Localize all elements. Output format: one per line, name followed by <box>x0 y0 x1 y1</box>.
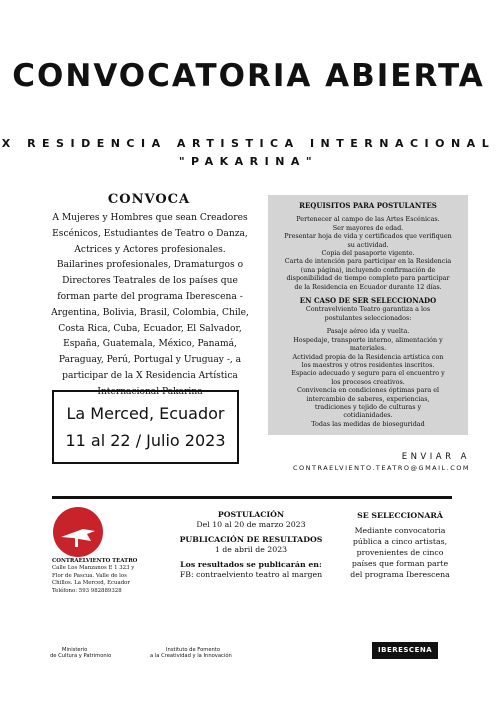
organizer-logo <box>53 507 103 557</box>
selected-item: Espacio adecuado y seguro para el encuentro y los procesos creativos. <box>291 369 445 386</box>
event-dates: 11 al 22 / Julio 2023 <box>65 431 226 450</box>
institute-line-2: a la Creatividad y la Innovación <box>150 653 232 660</box>
subtitle-line-1: X RESIDENCIA ARTISTICA INTERNACIONAL <box>1 137 496 150</box>
selected-item: Pasaje aéreo ida y vuelta. <box>326 327 410 336</box>
results-where: FB: contraelviento teatro al margen <box>179 569 323 579</box>
subtitle-line-2: "PAKARINA" <box>178 155 319 168</box>
results-date: 1 de abril de 2023 <box>214 544 288 554</box>
organizer-logo-icon <box>53 507 103 557</box>
application-heading: POSTULACIÓN <box>217 510 285 519</box>
institute-logo <box>150 647 232 660</box>
dates-info <box>170 510 332 580</box>
selected-heading: EN CASO DE SER SELECCIONADO <box>299 296 437 306</box>
send-to-label: ENVIAR A <box>401 452 470 462</box>
selected-item: Hospedaje, transporte interno, alimentación y materiales. <box>293 335 443 353</box>
selected-item: Actividad propia de la Residencia artística con los maestros y otros residentes inscritos. <box>292 352 444 369</box>
requirement-item: Ser mayores de edad. <box>332 223 404 232</box>
iberescena-logo: IBERESCENA <box>372 642 438 659</box>
event-place-box <box>52 390 239 464</box>
selected-item: Convivencia en condiciones óptimas para el intercambio de saberes, experiencias, tradiciones y tejido de culturas y cotidianidades. <box>296 386 440 420</box>
ministry-line-2: de Cultura y Patrimonio <box>50 653 112 660</box>
organizer-name: CONTRAELVIENTO TEATRO <box>52 558 138 564</box>
organizer-phone: Teléfono: 593 982889328 <box>52 587 122 594</box>
requirements-heading: REQUISITOS PARA POSTULANTES <box>299 201 437 210</box>
convoca-body: A Mujeres y Hombres que sean Creadores Escénicos, Estudiantes de Teatro o Danza, Actrices y Actores profesionales. Bailarines profesionales, Dramaturgos o Directores Teatrales de los países que forman parte del programa Iberescena - Argentina, Bolivia, Brasil, Colombia, Chile, Costa Rica, Cuba, Ecuador, El Salvador, España, Guatemala, México, Panamá, Paraguay, Perú, Portugal y Uruguay -, a participar de la X Residencia Artística Internacional Pakarina <box>51 213 249 397</box>
ministry-logo <box>50 647 111 660</box>
event-location: La Merced, Ecuador <box>66 404 225 423</box>
contact-email[interactable]: CONTRAELVIENTO.TEATRO@GMAIL.COM <box>292 464 470 472</box>
selection-info <box>350 510 450 580</box>
requirement-item: Carta de intención para participar en la Residencia (una página), incluyendo confirmación de disponibilidad de tiempo completo para participar de la Residencia en Ecuador durante 12 días. <box>284 257 452 291</box>
organizer-info <box>52 558 144 595</box>
ministry-line-1: Ministerio <box>62 647 88 653</box>
requirements-panel <box>268 195 468 435</box>
selected-item: Todas las medidas de bioseguridad <box>311 419 425 428</box>
requirement-item: Copia del pasaporte vigente. <box>321 249 415 258</box>
results-heading: PUBLICACIÓN DE RESULTADOS <box>179 535 323 545</box>
requirement-item: Pertenecer al campo de las Artes Escénicas. <box>296 215 440 224</box>
results-where-heading: Los resultados se publicarán en: <box>180 560 322 570</box>
convoca-heading: CONVOCA <box>107 192 191 207</box>
page-title: CONVOCATORIA ABIERTA <box>12 58 485 94</box>
application-dates: Del 10 al 20 de marzo 2023 <box>196 519 306 529</box>
selection-heading: SE SELECCIONARÁ <box>357 511 443 520</box>
selection-text: Mediante convocatoria pública a cinco artistas, provenientes de cinco países que forman parte del programa Iberescena <box>350 526 450 579</box>
organizer-address: Calle Los Manzanos E 1 323 y Flor de Pascua. Valle de los Chillos. La Merced, Ecuador <box>52 565 135 587</box>
requirement-item: Presentar hoja de vida y certificados que verifiquen su actividad. <box>284 232 452 249</box>
section-divider <box>52 496 452 499</box>
selected-intro: Contravelviento Teatro garantiza a los postulantes seleccionados: <box>305 305 431 322</box>
institute-line-1: Instituto de Fomento <box>166 647 221 653</box>
